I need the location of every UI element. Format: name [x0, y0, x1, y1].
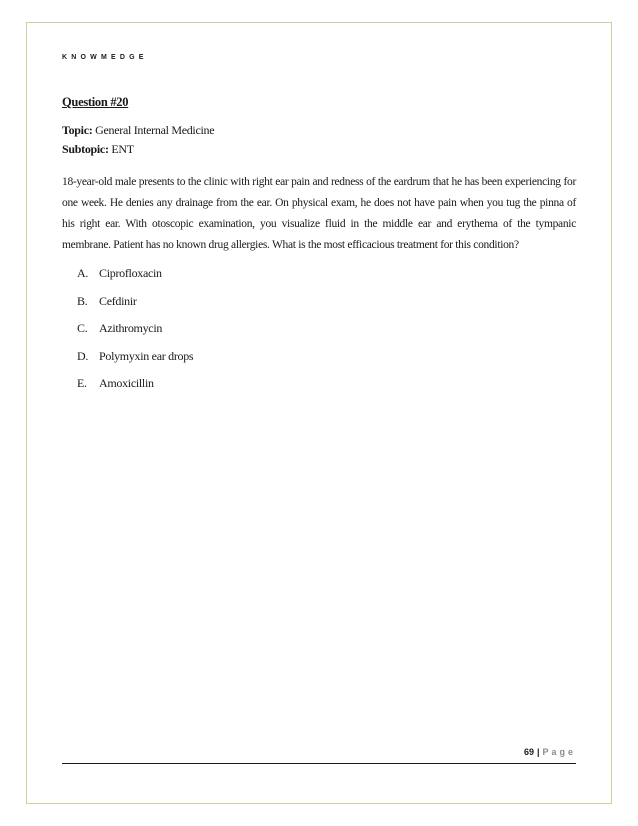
answer-option-a[interactable] — [62, 260, 562, 288]
option-text: Amoxicillin — [99, 376, 154, 391]
option-text: Azithromycin — [99, 321, 163, 336]
page-separator: | — [536, 747, 540, 757]
topic-value: General Internal Medicine — [95, 123, 215, 137]
answer-option-e[interactable] — [62, 370, 562, 398]
subtopic-value: ENT — [111, 142, 134, 156]
subtopic-label: Subtopic: — [62, 142, 109, 156]
question-title: Question #20 — [62, 95, 129, 109]
question-stem: 18-year-old male presents to the clinic with right ear pain and redness of the eardrum that he has been experiencing for one week. He denies any drainage from the ear. On physical exam, he does not have pain when you tug the pinna of his right ear. With otoscopic examination, you visualize fluid in the middle ear and erythema of the tympanic membrane. Patient has no known drug allergies. What is the most efficacious treatment for this condition? — [62, 176, 576, 251]
brand-header: KNOWMEDGE — [62, 54, 148, 61]
answer-option-c[interactable] — [62, 315, 562, 343]
option-letter: E. — [77, 376, 87, 391]
footer-divider — [62, 763, 576, 764]
answer-options — [62, 260, 562, 398]
option-letter: B. — [77, 293, 88, 308]
option-text: Ciprofloxacin — [99, 266, 162, 281]
topic-line — [62, 123, 214, 138]
answer-option-d[interactable] — [62, 343, 562, 371]
option-text: Cefdinir — [99, 293, 137, 308]
option-letter: A. — [77, 266, 89, 281]
answer-option-b[interactable] — [62, 288, 562, 316]
page-footer — [524, 747, 576, 757]
option-text: Polymyxin ear drops — [99, 348, 194, 363]
option-letter: D. — [77, 348, 89, 363]
page-word: Page — [542, 747, 576, 757]
page-number: 69 — [523, 747, 534, 757]
subtopic-line — [62, 142, 134, 157]
page-border — [26, 22, 612, 804]
option-letter: C. — [77, 321, 88, 336]
topic-label: Topic: — [62, 123, 93, 137]
